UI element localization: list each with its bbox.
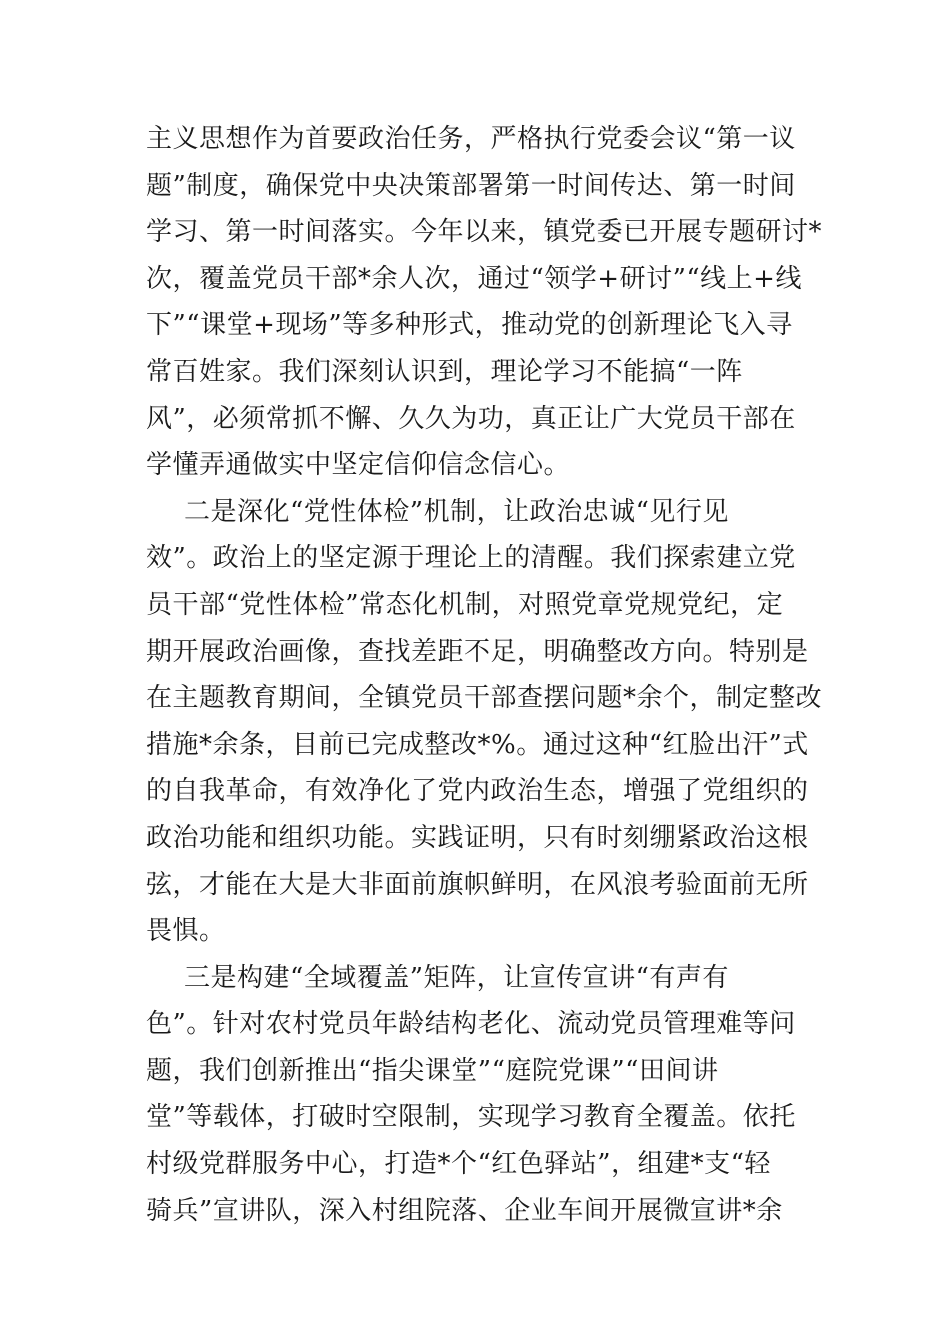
- paragraph-3-line-1: 三是构建“全域覆盖”矩阵，让宣传宣讲“有声有: [184, 962, 729, 993]
- paragraph-2-line-7: 的自我革命，有效净化了党内政治生态，增强了党组织的: [146, 776, 809, 807]
- paragraph-1-line-1: 主义思想作为首要政治任务，严格执行党委会议“第一议: [146, 124, 796, 154]
- paragraph-3-line-5: 村级党群服务中心，打造*个“红色驿站”，组建*支“轻: [146, 1149, 771, 1180]
- paragraph-2-line-6: 措施*余条，目前已完成整改*%。通过这种“红脸出汗”式: [146, 729, 809, 760]
- paragraph-2-line-2: 效”。政治上的坚定源于理论上的清醒。我们探索建立党: [146, 543, 796, 574]
- document-body: [146, 116, 823, 1234]
- paragraph-2-line-1: 二是深化“党性体检”机制，让政治忠诚“见行见: [184, 496, 729, 527]
- paragraph-2-line-4: 期开展政治画像，查找差距不足，明确整改方向。特别是: [146, 636, 809, 667]
- paragraph-1-line-4: 次，覆盖党员干部*余人次，通过“领学+研讨”“线上+线: [146, 263, 802, 294]
- paragraph-3-line-2: 色”。针对农村党员年龄结构老化、流动党员管理难等问: [146, 1009, 796, 1040]
- paragraph-1-line-2: 题”制度，确保党中央决策部署第一时间传达、第一时间: [146, 170, 796, 201]
- paragraph-1-line-8: 学懂弄通做实中坚定信仰信念信心。: [146, 450, 571, 481]
- paragraph-2-line-5: 在主题教育期间，全镇党员干部查摆问题*余个，制定整改: [146, 683, 823, 714]
- paragraph-3-line-4: 堂”等载体，打破时空限制，实现学习教育全覆盖。依托: [146, 1102, 796, 1133]
- paragraph-1-line-3: 学习、第一时间落实。今年以来，镇党委已开展专题研讨*: [146, 217, 823, 248]
- paragraph-2-line-9: 弦，才能在大是大非面前旗帜鲜明，在风浪考验面前无所: [146, 869, 809, 900]
- paragraph-2-line-3: 员干部“党性体检”常态化机制，对照党章党规党纪，定: [146, 589, 784, 620]
- paragraph-3-line-3: 题，我们创新推出“指尖课堂”“庭院党课”“田间讲: [146, 1055, 719, 1086]
- paragraph-2-line-8: 政治功能和组织功能。实践证明，只有时刻绷紧政治这根: [146, 822, 809, 853]
- paragraph-2-line-10: 畏惧。: [146, 916, 226, 947]
- paragraph-3-line-6: 骑兵”宣讲队，深入村组院落、企业车间开展微宣讲*余: [146, 1195, 783, 1226]
- paragraph-1-line-7: 风”，必须常抓不懈、久久为功，真正让广大党员干部在: [146, 403, 796, 434]
- paragraph-1-line-6: 常百姓家。我们深刻认识到，理论学习不能搞“一阵: [146, 356, 743, 387]
- paragraph-1-line-5: 下”“课堂+现场”等多种形式，推动党的创新理论飞入寻: [146, 310, 793, 341]
